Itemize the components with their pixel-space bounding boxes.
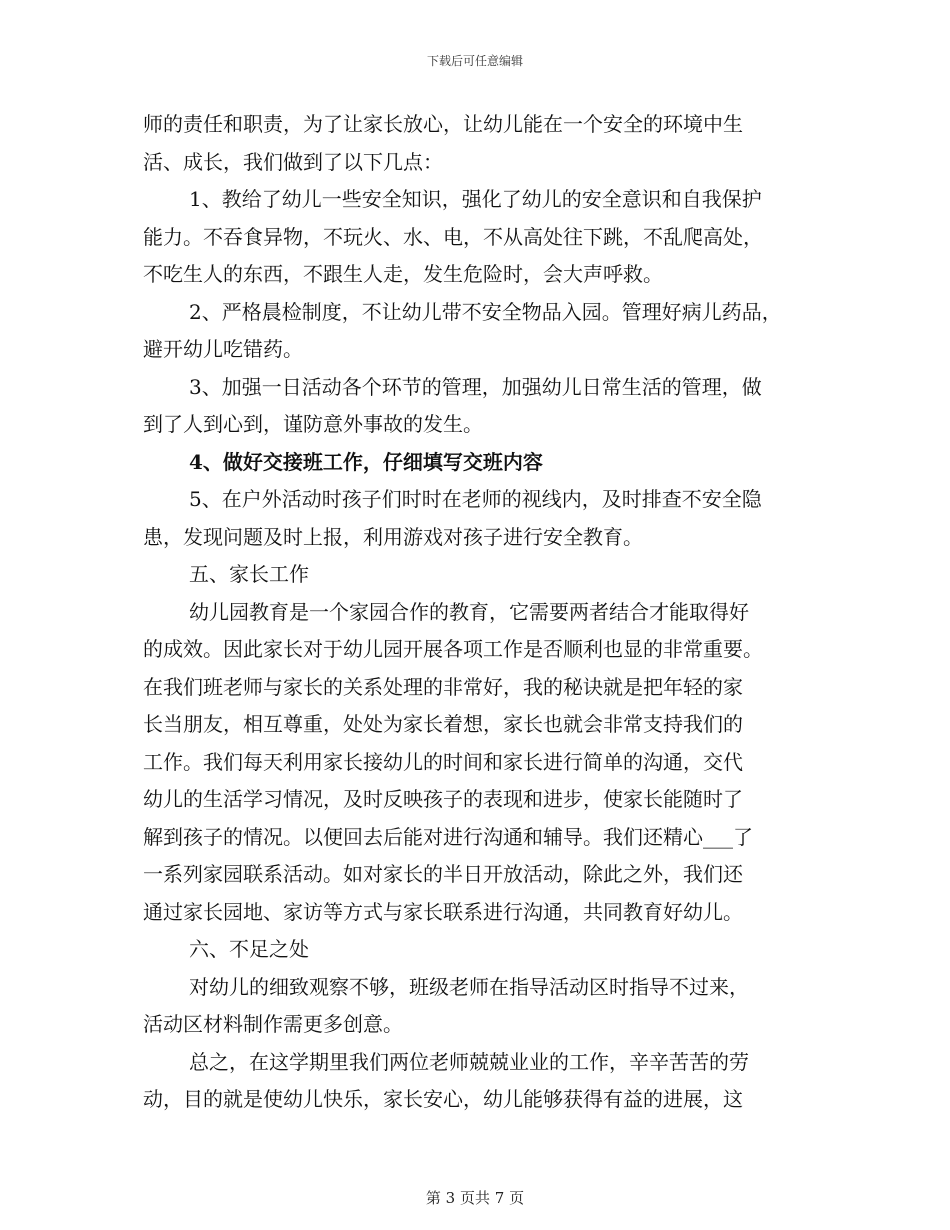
text-line: 六、不足之处 xyxy=(189,937,309,961)
text-line: 4、做好交接班工作，仔细填写交班内容 xyxy=(189,449,543,474)
document-body xyxy=(143,106,813,1119)
text-line: 在我们班老师与家长的关系处理的非常好，我的秘诀就是把年轻的家 xyxy=(143,674,743,699)
text-line: 解到孩子的情况。以便回去后能对进行沟通和辅导。我们还精心___了 xyxy=(143,824,753,849)
text-line: 幼儿的生活学习情况，及时反映孩子的表现和进步，使家长能随时了 xyxy=(143,787,743,811)
text-line: 长当朋友，相互尊重，处处为家长着想，家长也就会非常支持我们的 xyxy=(143,712,743,736)
text-line: 动，目的就是使幼儿快乐，家长安心，幼儿能够获得有益的进展，这 xyxy=(143,1087,743,1111)
text-line: 通过家长园地、家访等方式与家长联系进行沟通，共同教育好幼儿。 xyxy=(143,899,743,924)
text-line: 的成效。因此家长对于幼儿园开展各项工作是否顺利也显的非常重要。 xyxy=(143,637,763,661)
text-line: 患，发现问题及时上报，利用游戏对孩子进行安全教育。 xyxy=(143,524,643,549)
text-line: 总之，在这学期里我们两位老师兢兢业业的工作，辛辛苦苦的劳 xyxy=(189,1049,749,1074)
text-line: 1、教给了幼儿一些安全知识，强化了幼儿的安全意识和自我保护 xyxy=(189,187,762,211)
text-line: 避开幼儿吃错药。 xyxy=(143,337,303,361)
text-line: 3、加强一日活动各个环节的管理，加强幼儿日常生活的管理，做 xyxy=(189,374,762,399)
text-line: 能力。不吞食异物，不玩火、水、电，不从高处往下跳，不乱爬高处， xyxy=(143,224,763,249)
text-line: 工作。我们每天利用家长接幼儿的时间和家长进行简单的沟通，交代 xyxy=(143,749,743,774)
text-line: 不吃生人的东西，不跟生人走，发生危险时，会大声呼救。 xyxy=(143,262,663,286)
text-line: 2、严格晨检制度，不让幼儿带不安全物品入园。管理好病儿药品， xyxy=(189,299,782,324)
text-line: 活、成长，我们做到了以下几点： xyxy=(143,149,443,174)
text-line: 到了人到心到，谨防意外事故的发生。 xyxy=(143,412,483,436)
text-line: 5、在户外活动时孩子们时时在老师的视线内，及时排查不安全隐 xyxy=(189,487,762,511)
text-line: 一系列家园联系活动。如对家长的半日开放活动，除此之外，我们还 xyxy=(143,862,743,886)
text-line: 五、家长工作 xyxy=(189,562,309,586)
text-line: 对幼儿的细致观察不够，班级老师在指导活动区时指导不过来， xyxy=(189,974,749,999)
page-footer: 第 3 页共 7 页 xyxy=(425,1189,525,1207)
text-line: 活动区材料制作需更多创意。 xyxy=(143,1012,403,1036)
text-line: 幼儿园教育是一个家园合作的教育，它需要两者结合才能取得好 xyxy=(189,599,749,624)
page-header: 下载后可任意编辑 xyxy=(426,54,523,68)
text-line: 师的责任和职责，为了让家长放心，让幼儿能在一个安全的环境中生 xyxy=(143,112,743,136)
